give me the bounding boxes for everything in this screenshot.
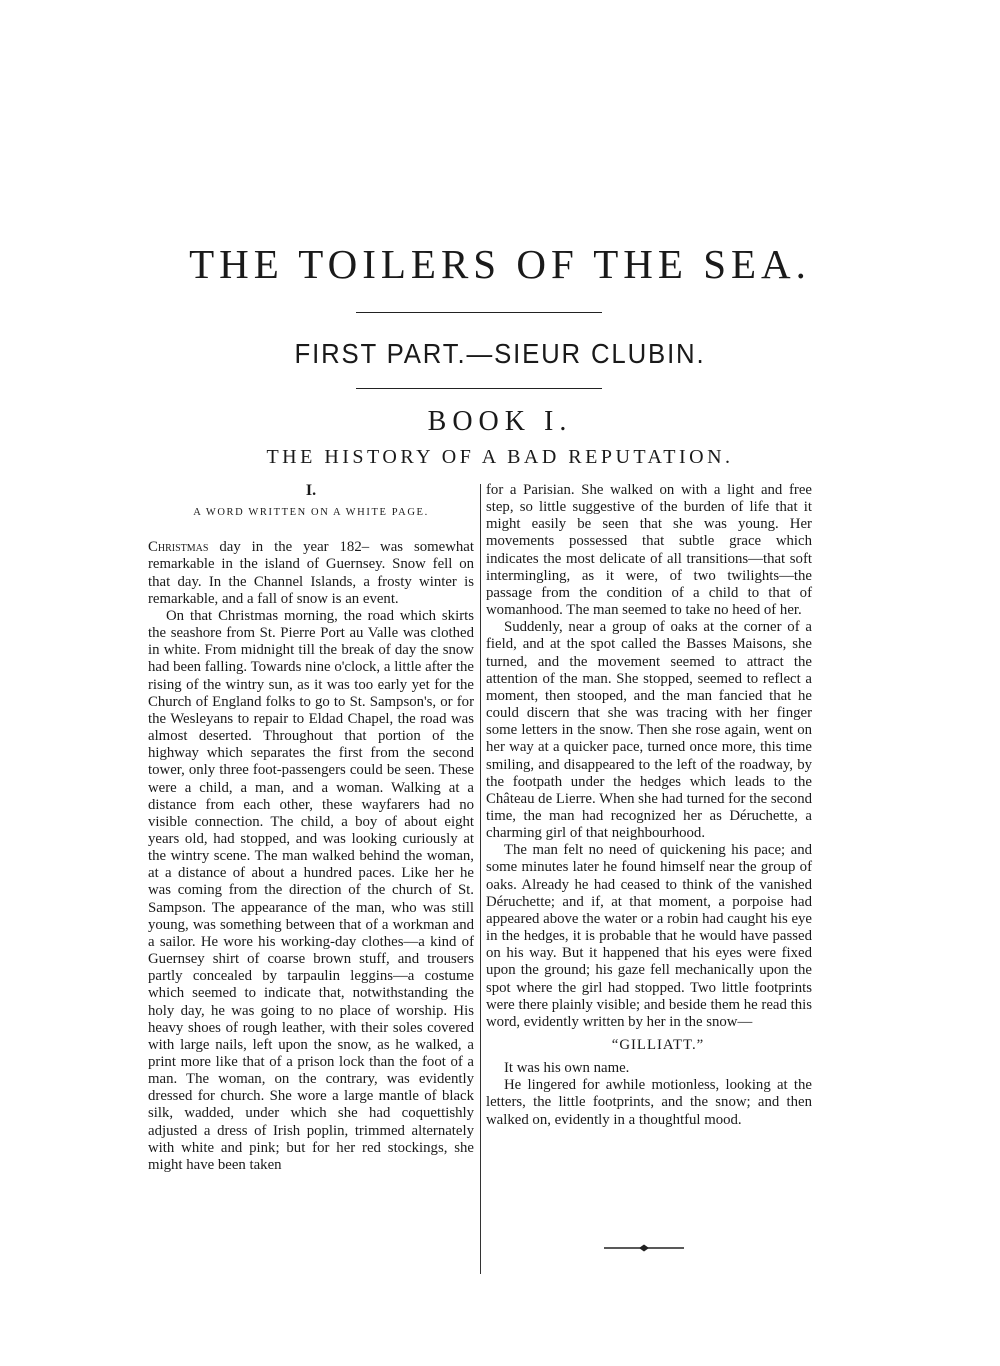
book-heading: BOOK I. bbox=[427, 406, 573, 437]
right-column bbox=[486, 482, 812, 1129]
part-heading: FIRST PART.—SIEUR CLUBIN. bbox=[294, 338, 706, 369]
written-word: “GILLIATT.” bbox=[611, 1037, 705, 1053]
part-rule bbox=[356, 388, 602, 389]
paragraph-text: day in the year 182– was somewhat remarkable in the island of Guernsey. Snow fell on that day. In the Channel Islands, a frosty winter is remarkable, and a fall of snow is an event. bbox=[148, 539, 474, 607]
paragraph bbox=[148, 539, 474, 608]
chapter-number: I. bbox=[305, 482, 317, 499]
paragraph: The man felt no need of quickening his pace; and some minutes later he found himself near the group of oaks. Already he had ceased to think of the vanished Déruchette; and if, at that moment, a porpoise had appeared above the water or a robin had caught his eye in the hedges, it is probable that he would have passed on his way. But it happened that his eyes were fixed upon the ground; his gaze fell mechanically upon the spot where the girl had stopped. Two little footprints were there plainly visible; and beside them he read this word, evidently written by her in the snow— bbox=[486, 842, 812, 1030]
chapter-title: A WORD WRITTEN ON A WHITE PAGE. bbox=[193, 507, 429, 519]
end-ornament-icon bbox=[604, 1244, 684, 1252]
left-column bbox=[148, 482, 474, 1174]
paragraph: On that Christmas morning, the road which skirts the seashore from St. Pierre Port au Valle was clothed in white. From midnight till the break of day the snow had been falling. Towards nine o'clock, a little after the rising of the wintry sun, as it was too early yet for the Church of England folks to go to St. Sampson's, or for the Wesleyans to repair to Eldad Chapel, the road was almost deserted. Throughout that portion of the highway which separates the first from the second tower, only three foot-passengers could be seen. These were a child, a man, and a woman. Walking at a distance from each other, these wayfarers had no visible connection. The child, a boy of about eight years old, had stopped, and was looking curiously at the wintry scene. The man walked behind the woman, at a distance of about a hundred paces. Like her he was coming from the direction of the church of St. Sampson. The appearance of the man, who was still young, was something between that of a workman and a sailor. He wore his working-day clothes—a kind of Guernsey shirt of coarse brown stuff, and trousers partly concealed by tarpaulin leggins—a costume which seemed to indicate that, notwithstanding the holy day, he was going to no place of worship. His heavy shoes of rough leather, with their soles covered with large nails, left upon the snow, as he walked, a print more like that of a prison lock than the foot of a man. The woman, on the contrary, was evidently dressed for church. She wore a large mantle of black silk, wadded, under which she had coquettishly adjusted a dress of Irish poplin, trimmed alternately with white and pink; but for her red stockings, she might have been taken bbox=[148, 607, 474, 1173]
book-subtitle: THE HISTORY OF A BAD REPUTATION. bbox=[266, 446, 734, 468]
title-rule bbox=[356, 312, 602, 313]
paragraph: Suddenly, near a group of oaks at the corner of a field, and at the spot called the Basses Maisons, she turned, and the movement seemed to attract the attention of the man. She stopped, seemed to reflect a moment, then stooped, and the man fancied that he could discern that she was tracing with her finger some letters in the snow. Then she rose again, went on her way at a quicker pace, turned once more, this time smiling, and disappeared to the left of the roadway, by the footpath under the hedges which leads to the Château de Lierre. When she had turned for the second time, the man had recognized her as Déruchette, a charming girl of that neighbourhood. bbox=[486, 619, 812, 842]
paragraph-lead: Christmas bbox=[148, 539, 209, 556]
paragraph: He lingered for awhile motionless, looking at the letters, the little footprints, and the snow; and then walked on, evidently in a thoughtful mood. bbox=[486, 1077, 812, 1128]
column-divider bbox=[480, 484, 481, 1274]
paragraph: for a Parisian. She walked on with a light and free step, so little suggestive of the burden of life that it might easily be seen that she was young. Her movements possessed that subtle grace which indicates the most delicate of all transitions—that soft intermingling, as it were, of two twilights—the passage from the condition of a child to that of womanhood. The man seemed to take no heed of her. bbox=[486, 482, 812, 619]
book-title: THE TOILERS OF THE SEA. bbox=[189, 241, 811, 287]
paragraph: It was his own name. bbox=[504, 1060, 630, 1077]
